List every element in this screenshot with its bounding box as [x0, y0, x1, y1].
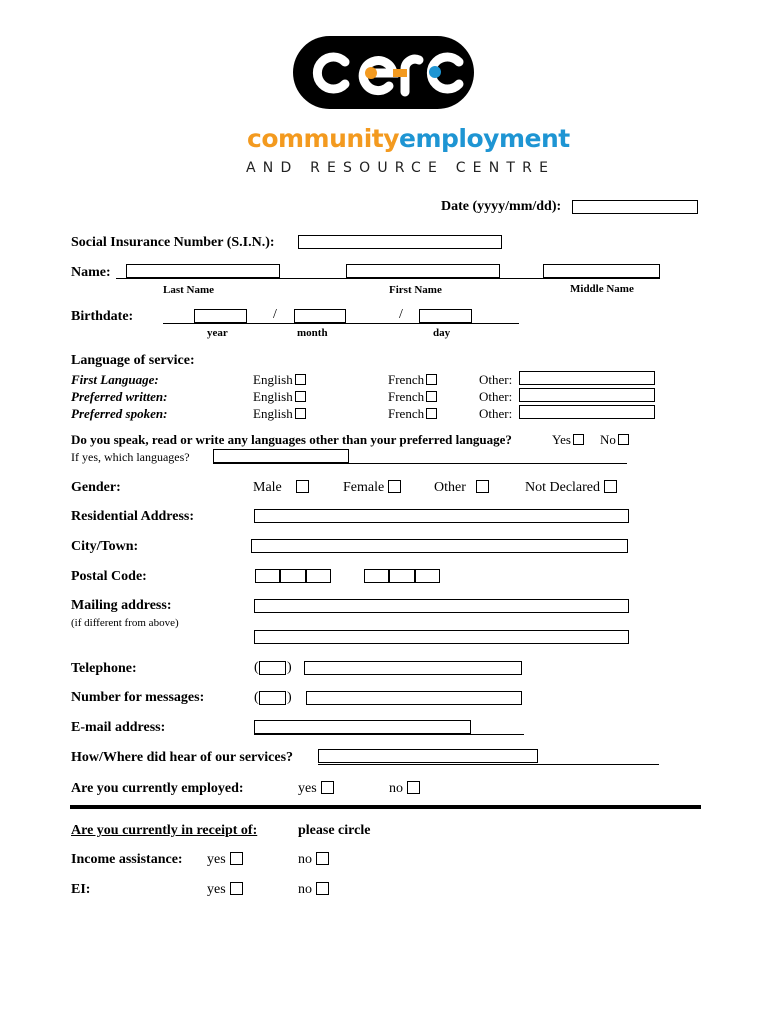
checkbox[interactable]	[230, 882, 243, 895]
postal-code-char-1[interactable]	[255, 569, 280, 583]
birth-month-field[interactable]	[294, 309, 346, 323]
telephone-area-code-field[interactable]	[259, 661, 286, 675]
sin-label: Social Insurance Number (S.I.N.):	[71, 235, 275, 250]
postal-code-char-2[interactable]	[280, 569, 306, 583]
checkbox[interactable]	[295, 391, 306, 402]
preferred-spoken-other-label: Other:	[479, 406, 513, 421]
first-language-french[interactable]: French	[388, 372, 437, 388]
checkbox[interactable]	[407, 781, 420, 794]
birthdate-slash-1: /	[273, 307, 277, 322]
birthdate-label: Birthdate:	[71, 309, 134, 324]
birthdate-slash-2: /	[399, 307, 403, 322]
postal-code-char-4[interactable]	[364, 569, 389, 583]
city-label: City/Town:	[71, 539, 139, 554]
checkbox[interactable]	[573, 434, 584, 445]
other-languages-no[interactable]: No	[600, 432, 629, 448]
preferred-spoken-other-field[interactable]	[519, 405, 655, 419]
first-language-other-label: Other:	[479, 372, 513, 387]
email-field[interactable]	[254, 720, 471, 734]
birth-day-field[interactable]	[419, 309, 472, 323]
language-label: Language of service:	[71, 353, 195, 368]
birthdate-underline	[163, 323, 519, 324]
which-languages-field[interactable]	[213, 449, 349, 463]
mailing-address-field-1[interactable]	[254, 599, 629, 613]
ei-label: EI:	[71, 882, 91, 897]
residential-address-label: Residential Address:	[71, 509, 195, 524]
name-underline	[116, 278, 660, 279]
employed-label: Are you currently employed:	[71, 781, 244, 796]
last-name-caption: Last Name	[163, 284, 215, 296]
checkbox[interactable]	[230, 852, 243, 865]
preferred-spoken-english[interactable]: English	[253, 406, 306, 422]
checkbox[interactable]	[426, 374, 437, 385]
gender-female[interactable]: Female	[343, 480, 401, 496]
preferred-spoken-label: Preferred spoken:	[71, 406, 168, 421]
other-languages-question: Do you speak, read or write any languages other than your preferred language?	[71, 432, 512, 447]
other-languages-yes[interactable]: Yes	[552, 432, 584, 448]
first-name-field[interactable]	[346, 264, 500, 278]
checkbox[interactable]	[296, 480, 309, 493]
which-languages-label: If yes, which languages?	[71, 450, 190, 464]
receipt-label: Are you currently in receipt of:	[71, 823, 258, 838]
email-label: E-mail address:	[71, 720, 166, 735]
checkbox[interactable]	[388, 480, 401, 493]
telephone-paren-open: (	[254, 660, 259, 675]
date-label: Date (yyyy/mm/dd):	[441, 199, 562, 214]
telephone-label: Telephone:	[71, 661, 137, 676]
gender-label: Gender:	[71, 480, 121, 495]
income-assistance-label: Income assistance:	[71, 852, 183, 867]
mailing-address-label: Mailing address:	[71, 598, 172, 613]
first-language-other-field[interactable]	[519, 371, 655, 385]
checkbox[interactable]	[426, 408, 437, 419]
messages-number-field[interactable]	[306, 691, 522, 705]
first-language-label: First Language:	[71, 372, 159, 387]
postal-code-char-6[interactable]	[415, 569, 440, 583]
date-field[interactable]	[572, 200, 698, 214]
first-language-english[interactable]: English	[253, 372, 306, 388]
checkbox[interactable]	[295, 374, 306, 385]
checkbox[interactable]	[604, 480, 617, 493]
messages-paren-open: (	[254, 690, 259, 705]
gender-other[interactable]: Other	[434, 480, 489, 496]
mailing-address-note: (if different from above)	[71, 617, 179, 629]
preferred-written-english[interactable]: English	[253, 389, 306, 405]
cerc-logo-mark	[293, 36, 474, 109]
messages-number-label: Number for messages:	[71, 690, 205, 705]
how-heard-underline	[318, 764, 659, 765]
year-caption: year	[207, 327, 228, 339]
residential-address-field[interactable]	[254, 509, 629, 523]
how-heard-field[interactable]	[318, 749, 538, 763]
city-field[interactable]	[251, 539, 628, 553]
sin-field[interactable]	[298, 235, 502, 249]
logo-wordmark: communityemployment	[247, 124, 570, 153]
postal-code-char-5[interactable]	[389, 569, 415, 583]
logo-subtitle: AND RESOURCE CENTRE	[246, 160, 556, 176]
checkbox[interactable]	[618, 434, 629, 445]
checkbox[interactable]	[321, 781, 334, 794]
birth-year-field[interactable]	[194, 309, 247, 323]
middle-name-field[interactable]	[543, 264, 660, 278]
which-languages-underline	[213, 463, 627, 464]
middle-name-caption: Middle Name	[570, 283, 634, 295]
postal-code-char-3[interactable]	[306, 569, 331, 583]
employed-yes[interactable]: yes	[298, 781, 334, 797]
ei-yes[interactable]: yes	[207, 882, 243, 898]
preferred-written-label: Preferred written:	[71, 389, 168, 404]
section-divider	[70, 805, 701, 809]
ei-no[interactable]: no	[298, 882, 329, 898]
messages-paren-close: )	[287, 690, 292, 705]
telephone-number-field[interactable]	[304, 661, 522, 675]
preferred-written-french[interactable]: French	[388, 389, 437, 405]
checkbox[interactable]	[476, 480, 489, 493]
checkbox[interactable]	[316, 882, 329, 895]
day-caption: day	[433, 327, 451, 339]
checkbox[interactable]	[316, 852, 329, 865]
mailing-address-field-2[interactable]	[254, 630, 629, 644]
income-assistance-no[interactable]: no	[298, 852, 329, 868]
preferred-written-other-label: Other:	[479, 389, 513, 404]
preferred-written-other-field[interactable]	[519, 388, 655, 402]
employed-no[interactable]: no	[389, 781, 420, 797]
checkbox[interactable]	[295, 408, 306, 419]
last-name-field[interactable]	[126, 264, 280, 278]
how-heard-label: How/Where did hear of our services?	[71, 750, 294, 765]
postal-code-label: Postal Code:	[71, 569, 147, 584]
email-underline	[254, 734, 524, 735]
gender-not-declared[interactable]: Not Declared	[525, 480, 617, 496]
please-circle-label: please circle	[298, 823, 371, 838]
income-assistance-yes[interactable]: yes	[207, 852, 243, 868]
messages-area-code-field[interactable]	[259, 691, 286, 705]
name-label: Name:	[71, 265, 111, 280]
telephone-paren-close: )	[287, 660, 292, 675]
preferred-spoken-french[interactable]: French	[388, 406, 437, 422]
checkbox[interactable]	[426, 391, 437, 402]
gender-male[interactable]: Male	[253, 480, 309, 496]
first-name-caption: First Name	[389, 284, 442, 296]
month-caption: month	[297, 327, 328, 339]
